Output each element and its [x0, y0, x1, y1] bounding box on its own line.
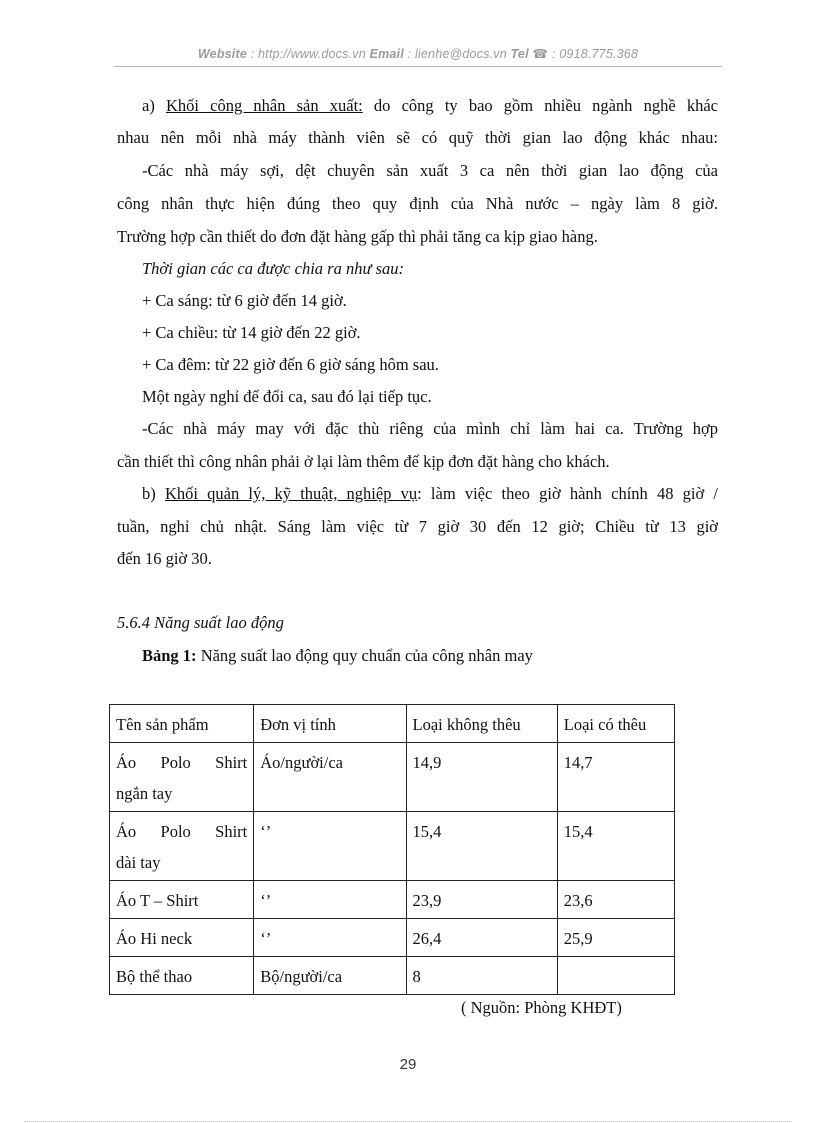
table-source: ( Nguồn: Phòng KHĐT): [461, 998, 622, 1017]
table-caption-label: Bảng 1:: [142, 646, 197, 665]
cell-no-embroidery: 14,9: [406, 743, 557, 812]
list-marker-b: b): [142, 484, 165, 503]
cell-product: Bộ thể thao: [110, 957, 254, 995]
cell-product: Áo Hi neck: [110, 919, 254, 957]
header-embroidery: Loại có thêu: [557, 705, 674, 743]
cell-unit: ‘’: [254, 919, 406, 957]
paragraph-spinning-line-1: -Các nhà máy sợi, dệt chuyên sản xuất 3 ca nên thời gian lao động của: [142, 161, 718, 180]
table-row: [110, 743, 675, 812]
cell-embroidery: 15,4: [557, 812, 674, 881]
product-name-line-2: dài tay: [116, 853, 161, 872]
paragraph-b-line-2: tuần, nghỉ chủ nhật. Sáng làm việc từ 7 giờ 30 đến 12 giờ; Chiều từ 13 giờ: [117, 517, 718, 536]
productivity-table: [109, 704, 675, 995]
cell-product: [110, 812, 254, 881]
tel-label: Tel ☎: [510, 47, 549, 61]
rest-day: Một ngày nghỉ để đổi ca, sau đó lại tiếp tục.: [142, 387, 432, 406]
table-row: [110, 919, 675, 957]
shift-morning: + Ca sáng: từ 6 giờ đến 14 giờ.: [142, 291, 347, 310]
header-divider: [114, 66, 722, 67]
header-product: Tên sản phẩm: [110, 705, 254, 743]
table-row: [110, 957, 675, 995]
cell-unit: ‘’: [254, 881, 406, 919]
management-block-heading: Khối quản lý, kỹ thuật, nghiệp vụ: [164, 484, 418, 503]
paragraph-a-line-1: [142, 95, 718, 117]
header-no-embroidery: Loại không thêu: [406, 705, 557, 743]
table-row: [110, 881, 675, 919]
paragraph-b-text: : làm việc theo giờ hành chính 48 giờ /: [417, 484, 718, 503]
cell-embroidery: 14,7: [557, 743, 674, 812]
cell-unit: ‘’: [254, 812, 406, 881]
table-caption: [142, 645, 533, 667]
cell-product: Áo T – Shirt: [110, 881, 254, 919]
email-label: Email: [369, 47, 404, 61]
paragraph-sewing-line-1: -Các nhà máy may với đặc thù riêng của mình chỉ làm hai ca. Trường hợp: [142, 419, 718, 438]
product-name-line-2: ngắn tay: [116, 784, 173, 803]
section-heading: 5.6.4 Năng suất lao động: [117, 613, 284, 632]
cell-no-embroidery: 26,4: [406, 919, 557, 957]
shift-intro: Thời gian các ca được chia ra như sau:: [142, 259, 404, 278]
cell-no-embroidery: 8: [406, 957, 557, 995]
cell-unit: Bộ/người/ca: [254, 957, 406, 995]
table-header-row: [110, 705, 675, 743]
paragraph-b-line-1: [142, 483, 718, 505]
paragraph-spinning-line-3: Trường hợp cần thiết do đơn đặt hàng gấp thì phải tăng ca kịp giao hàng.: [117, 227, 598, 246]
shift-night: + Ca đêm: từ 22 giờ đến 6 giờ sáng hôm sau.: [142, 355, 439, 374]
product-name-line-1: Áo Polo Shirt: [116, 753, 248, 772]
paragraph-a-text: do công ty bao gồm nhiều ngành nghề khác: [362, 96, 718, 115]
website-label: Website: [197, 47, 247, 61]
cell-no-embroidery: 15,4: [406, 812, 557, 881]
worker-block-heading: Khối công nhân sản xuất:: [165, 96, 363, 115]
cell-embroidery: 23,6: [557, 881, 674, 919]
website-value: : http://www.docs.vn: [250, 47, 366, 61]
tel-value: : 0918.775.368: [551, 47, 639, 61]
table-caption-text: Năng suất lao động quy chuẩn của công nhân may: [196, 646, 533, 665]
paragraph-a-line-2: nhau nên mỗi nhà máy thành viên sẽ có quỹ thời gian lao động khác nhau:: [117, 128, 718, 147]
header-unit: Đơn vị tính: [254, 705, 406, 743]
cell-embroidery: [557, 957, 674, 995]
cell-embroidery: 25,9: [557, 919, 674, 957]
list-marker-a: a): [142, 96, 166, 115]
email-value: : lienhe@docs.vn: [407, 47, 507, 61]
page-number: 29: [399, 1056, 417, 1073]
product-name-line-1: Áo Polo Shirt: [116, 822, 248, 841]
table-row: [110, 812, 675, 881]
footer-divider: [24, 1121, 792, 1122]
shift-afternoon: + Ca chiều: từ 14 giờ đến 22 giờ.: [142, 323, 361, 342]
cell-product: [110, 743, 254, 812]
cell-unit: Áo/người/ca: [254, 743, 406, 812]
paragraph-sewing-line-2: cần thiết thì công nhân phải ở lại làm thêm để kịp đơn đặt hàng cho khách.: [117, 452, 610, 471]
cell-no-embroidery: 23,9: [406, 881, 557, 919]
page-header: [114, 46, 722, 61]
paragraph-spinning-line-2: công nhân thực hiện đúng theo quy định của Nhà nước – ngày làm 8 giờ.: [117, 194, 718, 213]
paragraph-b-line-3: đến 16 giờ 30.: [117, 549, 212, 568]
